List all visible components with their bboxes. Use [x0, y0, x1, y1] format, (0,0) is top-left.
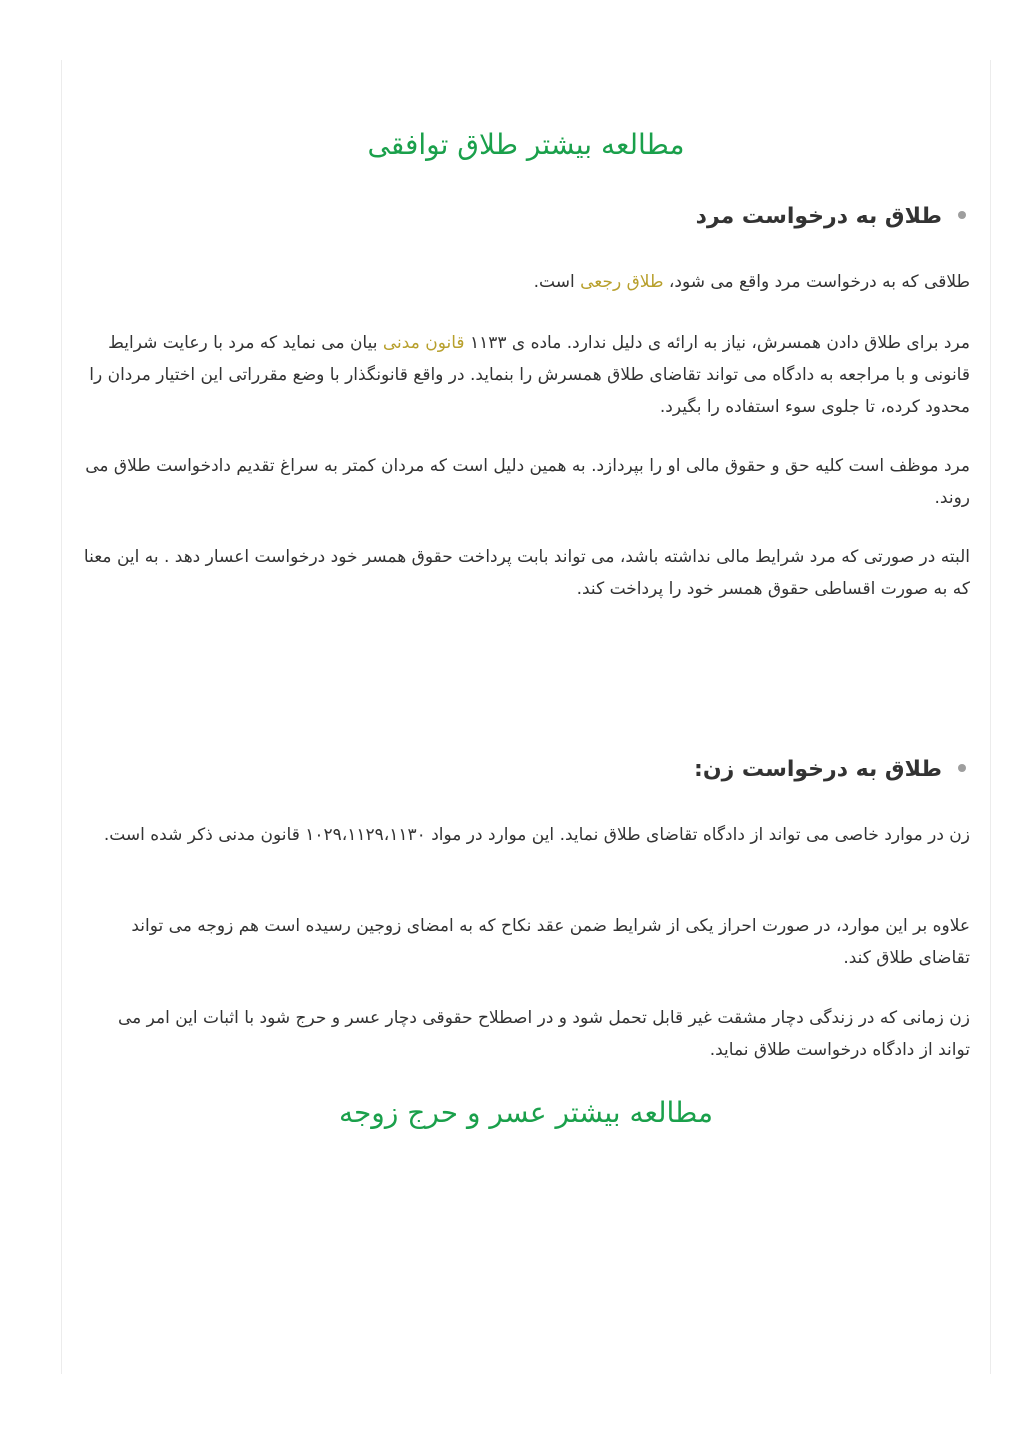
paragraph-text: مرد برای طلاق دادن همسرش، نیاز به ارائه ی دلیل ندارد. ماده ی ۱۱۳۳	[464, 333, 970, 353]
read-more-hardship-link[interactable]: مطالعه بیشتر عسر و حرج زوجه	[338, 1096, 714, 1129]
paragraph	[82, 266, 970, 298]
section-title-woman-request	[82, 757, 970, 782]
paragraph: مرد موظف است کلیه حق و حقوق مالی او را بپردازد. به همین دلیل است که مردان کمتر به سراغ تقدیم دادخواست طلاق می روند.	[85, 456, 970, 508]
bullet-icon	[958, 211, 966, 219]
paragraph: علاوه بر این موارد، در صورت احراز یکی از شرایط ضمن عقد نکاح که به امضای زوجین رسیده است هم زوجه می تواند تقاضای طلاق کند.	[131, 916, 970, 968]
civil-law-link[interactable]: قانون مدنی	[382, 333, 465, 353]
section-title-man-request-text: طلاق به درخواست مرد	[695, 204, 942, 229]
paragraph: زن در موارد خاصی می تواند از دادگاه تقاضای طلاق نماید. این موارد در مواد ۱۰۲۹،۱۱۲۹،۱۱۳۰ قانون مدنی ذکر شده است.	[103, 825, 970, 845]
read-more-consensual-divorce-link[interactable]: مطالعه بیشتر طلاق توافقی	[367, 128, 685, 161]
paragraph: البته در صورتی که مرد شرایط مالی نداشته باشد، می تواند بابت پرداخت حقوق همسر خود درخواست اعسار دهد . به این معنا که به صورت اقساطی حقوق همسر خود را پرداخت کند.	[83, 547, 970, 599]
revocable-divorce-link[interactable]: طلاق رجعی	[580, 272, 664, 292]
bullet-icon	[958, 764, 966, 772]
paragraph-text: بیان می نماید که مرد با رعایت شرایط قانونی و با مراجعه به دادگاه می تواند تقاضای طلاق همسرش را بنماید. در واقع قانونگذار با وضع مقرراتی این اختیار مردان را محدود کرده، تا جلوی سوء استفاده را بگیرد.	[89, 333, 970, 417]
article-page	[61, 60, 991, 1374]
section-title-man-request	[82, 204, 970, 229]
paragraph	[82, 327, 970, 423]
section-title-woman-request-text: طلاق به درخواست زن:	[694, 757, 942, 782]
paragraph: زن زمانی که در زندگی دچار مشقت غیر قابل تحمل شود و در اصطلاح حقوقی دچار عسر و حرج شود با اثبات این امر می تواند از دادگاه درخواست طلاق نماید.	[117, 1008, 970, 1060]
paragraph-text: است.	[533, 272, 581, 292]
paragraph-text: طلاقی که به درخواست مرد واقع می شود،	[663, 272, 970, 292]
